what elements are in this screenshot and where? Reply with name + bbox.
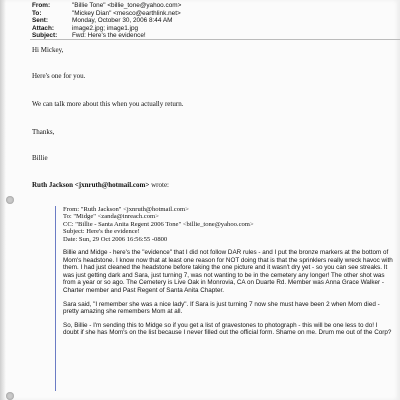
header-sent-row — [32, 17, 181, 25]
to-label: To: — [32, 9, 42, 17]
quoted-paragraph-3: So, Billie - I'm sending this to Midge so if you get a list of gravestones to photograph - this will be one less to do! I doubt if she has Mom's on the list because I never filled out the official form. Shame on me. Drum me out of the Corp? — [63, 321, 392, 337]
punch-hole — [6, 392, 14, 400]
wrote-name: Ruth Jackson <jxnruth@hotmail.com> — [32, 181, 150, 189]
header-attach-row — [32, 25, 181, 33]
punch-hole — [6, 196, 14, 204]
quoted-date: Date: Sun, 29 Oct 2006 16:56:55 -0800 — [63, 235, 168, 243]
subject-label: Subject: — [32, 32, 58, 40]
quoted-paragraph-1: Billie and Midge - here's the "evidence" that I did not follow DAR rules - and I put the bronze markers at the bottom of Mom's headstone. I know now that at least one reason for NOT doing that is that the sprinklers really wreck havoc with them. I had just cleaned the headstone before taking the one picture and it wasn't dry yet - so you can see streaks. It was just getting dark and Sara, just turning 7, was not wanting to be in the cemetery any longer! The other shot was from a year or so ago. The Cemetery is Live Oak in Monrovia, CA on Duarte Rd. Member was Anna Grace Walker - Charter member and Past Regent of Santa Anita Chapter. — [63, 249, 393, 294]
body-line-1: Here's one for you. — [32, 72, 86, 80]
from-label: From: — [32, 2, 51, 9]
attach-label: Attach: — [32, 24, 55, 32]
header-divider — [30, 39, 400, 40]
thanks-line: Thanks, — [32, 128, 55, 136]
attach-value: image2.jpg; image1.jpg — [72, 24, 139, 32]
header-from-row — [32, 2, 181, 10]
quoted-subject: Subject: Here's the evidence! — [63, 228, 140, 236]
email-header — [32, 2, 181, 40]
to-value: "Mickey Dian" <mesco@earthlink.net> — [72, 9, 181, 17]
quoted-cc: CC: "Billie - Santa Anita Regent 2006 Tone" <billie_tone@yahoo.com> — [63, 220, 254, 228]
header-to-row — [32, 10, 181, 18]
quoted-paragraph-2: Sara said, "I remember she was a nice lady". If Sara is just turning 7 now she must have been 2 when Mom died - pretty amazing she remembers Mom at all. — [63, 300, 380, 316]
signature: Billie — [32, 154, 48, 162]
from-value: "Billie Tone" <billie_tone@yahoo.com> — [72, 2, 182, 9]
subject-value: Fwd: Here's the evidence! — [72, 32, 146, 40]
wrote-suffix: wrote: — [149, 181, 169, 189]
quoted-message — [55, 206, 393, 391]
quoted-from: From: "Ruth Jackson" <jxnruth@hotmail.com> — [63, 206, 189, 213]
body-line-2: We can talk more about this when you actually return. — [32, 100, 184, 108]
wrote-line — [32, 181, 382, 189]
greeting: Hi Mickey, — [32, 46, 64, 54]
quoted-to: To: "Midge" <zanda@inreach.com> — [63, 213, 159, 221]
sent-label: Sent: — [32, 17, 48, 25]
sent-value: Monday, October 30, 2006 8:44 AM — [72, 17, 173, 25]
